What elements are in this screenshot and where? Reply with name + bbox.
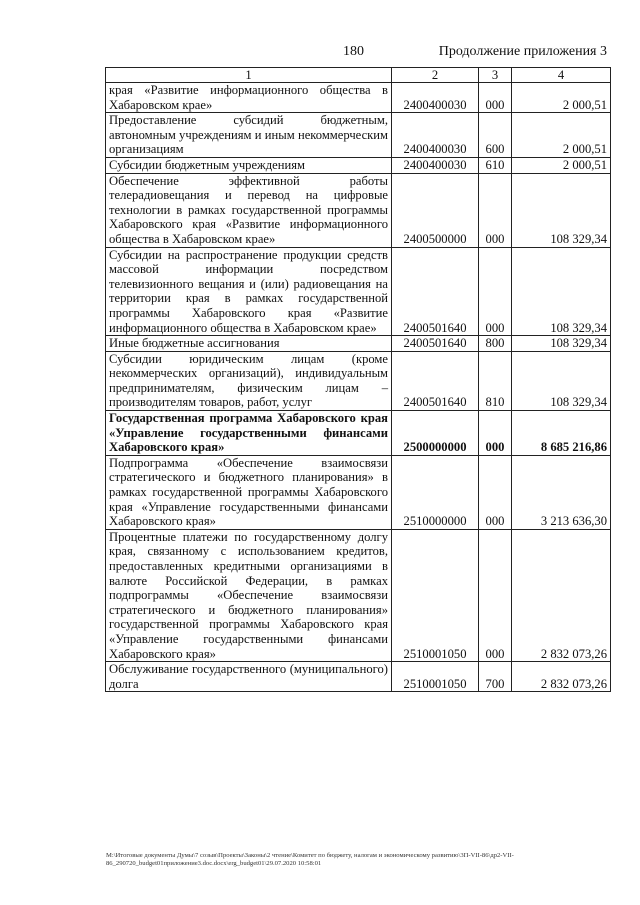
- row-vr-cell: 000: [479, 173, 512, 247]
- table-row: [106, 113, 611, 158]
- table-row: [106, 173, 611, 247]
- row-code-cell: 2510000000: [392, 455, 479, 529]
- row-vr-cell: 000: [479, 529, 512, 661]
- row-name-cell: Процентные платежи по государственному долгу края, связанному с использованием кредитов, предоставленных кредитными организациями в валюте Российской Федерации, в рамках подпрограммы «Обеспечение взаимосвязи стратегического и бюджетного планирования» государственной программы Хабаровского края «Управление государственными финансами Хабаровского края»: [106, 529, 392, 661]
- row-name-cell: Обеспечение эффективной работы телерадиовещания и перевод на цифровые технологии в рамках государственной программы Хабаровского края «Развитие информационного общества в Хабаровском крае»: [106, 173, 392, 247]
- row-name-cell: Субсидии бюджетным учреждениям: [106, 157, 392, 173]
- table-row: [106, 247, 611, 336]
- page-number: 180: [343, 44, 364, 59]
- row-sum-cell: 2 832 073,26: [512, 662, 611, 692]
- row-name-cell: Предоставление субсидий бюджетным, автономным учреждениям и иным некоммерческим организациям: [106, 113, 392, 158]
- row-sum-cell: 108 329,34: [512, 336, 611, 352]
- row-code-cell: 2400400030: [392, 113, 479, 158]
- row-name-cell: Субсидии юридическим лицам (кроме некоммерческих организаций), индивидуальным предпринимателям, физическим лицам – производителям товаров, работ, услуг: [106, 351, 392, 410]
- column-header-4: 4: [512, 68, 611, 83]
- row-vr-cell: 610: [479, 157, 512, 173]
- table-row: [106, 455, 611, 529]
- table-row: [106, 662, 611, 692]
- row-sum-cell: 2 832 073,26: [512, 529, 611, 661]
- row-code-cell: 2400400030: [392, 157, 479, 173]
- row-sum-cell: 108 329,34: [512, 173, 611, 247]
- budget-table-body: [106, 68, 611, 692]
- row-code-cell: 2400501640: [392, 351, 479, 410]
- row-code-cell: 2510001050: [392, 662, 479, 692]
- row-name-cell: Иные бюджетные ассигнования: [106, 336, 392, 352]
- row-vr-cell: 000: [479, 83, 512, 113]
- continuation-label: Продолжение приложения 3: [438, 44, 607, 59]
- table-row: [106, 83, 611, 113]
- row-name-cell: Подпрограмма «Обеспечение взаимосвязи стратегического и бюджетного планирования» в рамках государственной программы Хабаровского края «Управление государственными финансами Хабаровского края»: [106, 455, 392, 529]
- budget-table: [105, 67, 611, 692]
- row-code-cell: 2400400030: [392, 83, 479, 113]
- table-row: [106, 529, 611, 661]
- table-row: [106, 411, 611, 456]
- row-name-cell: Обслуживание государственного (муниципального) долга: [106, 662, 392, 692]
- row-vr-cell: 000: [479, 455, 512, 529]
- table-row: [106, 336, 611, 352]
- row-vr-cell: 000: [479, 411, 512, 456]
- row-code-cell: 2510001050: [392, 529, 479, 661]
- row-name-cell: Субсидии на распространение продукции средств массовой информации посредством телевизионного вещания и (или) радиовещания на территории края в рамках государственной программы Хабаровского края «Развитие информационного общества в Хабаровском крае»: [106, 247, 392, 336]
- row-vr-cell: 600: [479, 113, 512, 158]
- row-name-cell: края «Развитие информационного общества в Хабаровском крае»: [106, 83, 392, 113]
- table-row: [106, 351, 611, 410]
- row-code-cell: 2400501640: [392, 247, 479, 336]
- column-header-1: 1: [106, 68, 392, 83]
- row-sum-cell: 2 000,51: [512, 83, 611, 113]
- column-header-3: 3: [479, 68, 512, 83]
- row-sum-cell: 8 685 216,86: [512, 411, 611, 456]
- row-vr-cell: 000: [479, 247, 512, 336]
- document-path-footer: M:\Итоговые документы Думы\7 созыв\Проекты\Законы\2 чтение\Комитет по бюджету, налогам и экономическому развитию\3П-VII-86\др2-VII-86_290720_budget01приложение3.doc.docx\erg_budget01\29.07.2020 10:58:01: [106, 852, 514, 868]
- table-header-row: [106, 68, 611, 83]
- row-vr-cell: 700: [479, 662, 512, 692]
- row-code-cell: 2400500000: [392, 173, 479, 247]
- table-row: [106, 157, 611, 173]
- row-code-cell: 2400501640: [392, 336, 479, 352]
- row-sum-cell: 108 329,34: [512, 247, 611, 336]
- row-name-cell: Государственная программа Хабаровского края «Управление государственными финансами Хабаровского края»: [106, 411, 392, 456]
- row-vr-cell: 810: [479, 351, 512, 410]
- row-code-cell: 2500000000: [392, 411, 479, 456]
- row-sum-cell: 3 213 636,30: [512, 455, 611, 529]
- row-sum-cell: 108 329,34: [512, 351, 611, 410]
- row-sum-cell: 2 000,51: [512, 113, 611, 158]
- column-header-2: 2: [392, 68, 479, 83]
- row-vr-cell: 800: [479, 336, 512, 352]
- row-sum-cell: 2 000,51: [512, 157, 611, 173]
